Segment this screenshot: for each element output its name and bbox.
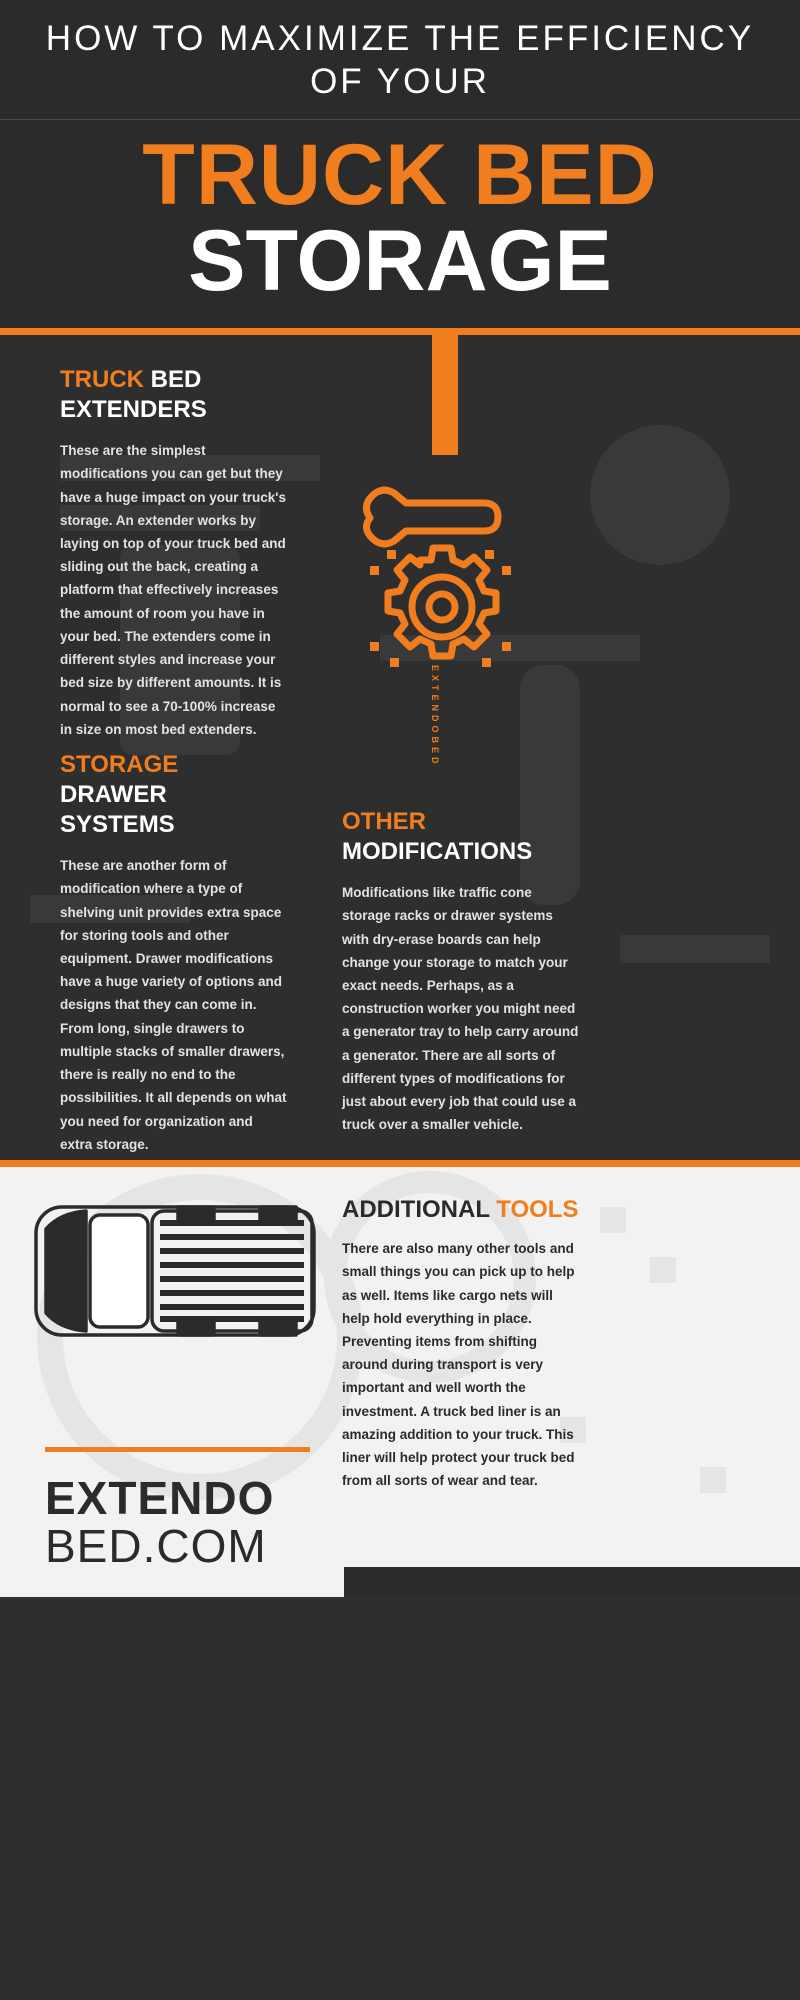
section-heading — [342, 807, 582, 867]
section-heading-main: BED EXTENDERS — [60, 366, 207, 424]
footer-heading-main: ADDITIONAL — [342, 1196, 490, 1224]
logo-line-2: BED.COM — [45, 1520, 267, 1573]
logo-line-1: EXTENDO — [45, 1472, 275, 1525]
section-heading-main: DRAWER SYSTEMS — [60, 781, 175, 839]
page-title — [0, 120, 800, 328]
section-storage-drawer-systems — [60, 750, 288, 1156]
accent-divider-top — [0, 328, 800, 335]
truck-top-view-icon — [28, 1189, 328, 1364]
section-body: These are the simplest modifications you can get but they have a huge impact on your truck's storage. An extender works by laying on top of your truck bed and sliding out the back, creating a platform that effectively increases the amount of room you have in your bed. The extenders come in different styles and increase your bed size by different amounts. It is normal to see a 70-100% increase in size on most bed extenders. — [60, 443, 287, 737]
title-line-truck-bed: TRUCK BED — [142, 127, 658, 224]
section-heading-accent: STORAGE — [60, 751, 179, 779]
icon-caption: EXTENDOBED — [430, 665, 440, 768]
footer-dark-strip — [344, 1567, 800, 1597]
footer-heading — [342, 1195, 582, 1225]
accent-vertical-bar — [432, 335, 458, 455]
accent-divider-bottom — [0, 1160, 800, 1167]
section-body: These are another form of modification where a type of shelving unit provides extra space for storing tools and other equipment. Drawer modifications have a huge variety of options and designs that they can come in. From long, single drawers to multiple stacks of smaller drawers, there is really no end to the possibilities. It all depends on what you need for organization and extra storage. — [60, 858, 287, 1152]
footer — [0, 1167, 800, 1597]
header-kicker-band — [0, 0, 800, 120]
content-body — [0, 335, 800, 1160]
section-heading-accent: TRUCK — [60, 366, 144, 394]
page-kicker: HOW TO MAXIMIZE THE EFFICIENCY OF YOUR — [45, 19, 755, 101]
section-other-modifications — [342, 807, 582, 1136]
footer-heading-accent: TOOLS — [496, 1196, 579, 1224]
section-heading — [60, 750, 288, 840]
section-additional-tools — [342, 1195, 582, 1492]
section-truck-bed-extenders — [60, 365, 288, 741]
section-heading-main: MODIFICATIONS — [342, 838, 533, 866]
footer-body: There are also many other tools and small things you can pick up to help as well. Items like cargo nets will help hold everything in place. Preventing items from shifting around during transport is very important and well worth the investment. A truck bed liner is an amazing addition to your truck. This liner will help protect your truck bed from all sorts of wear and tear. — [342, 1241, 575, 1489]
section-heading — [60, 365, 288, 425]
section-body: Modifications like traffic cone storage racks or drawer systems with dry-erase boards can help change your storage to match your exact needs. Perhaps, as a construction worker you might need a generator tray to help carry around a generator. There are all sorts of different types of modifications for just about every job that could use a truck over a smaller vehicle. — [342, 885, 579, 1133]
section-heading-accent: OTHER — [342, 808, 426, 836]
brand-logo[interactable] — [45, 1447, 310, 1571]
title-line-storage: STORAGE — [188, 213, 612, 310]
gear-icon — [352, 470, 532, 705]
logo-accent-rule — [45, 1447, 310, 1452]
